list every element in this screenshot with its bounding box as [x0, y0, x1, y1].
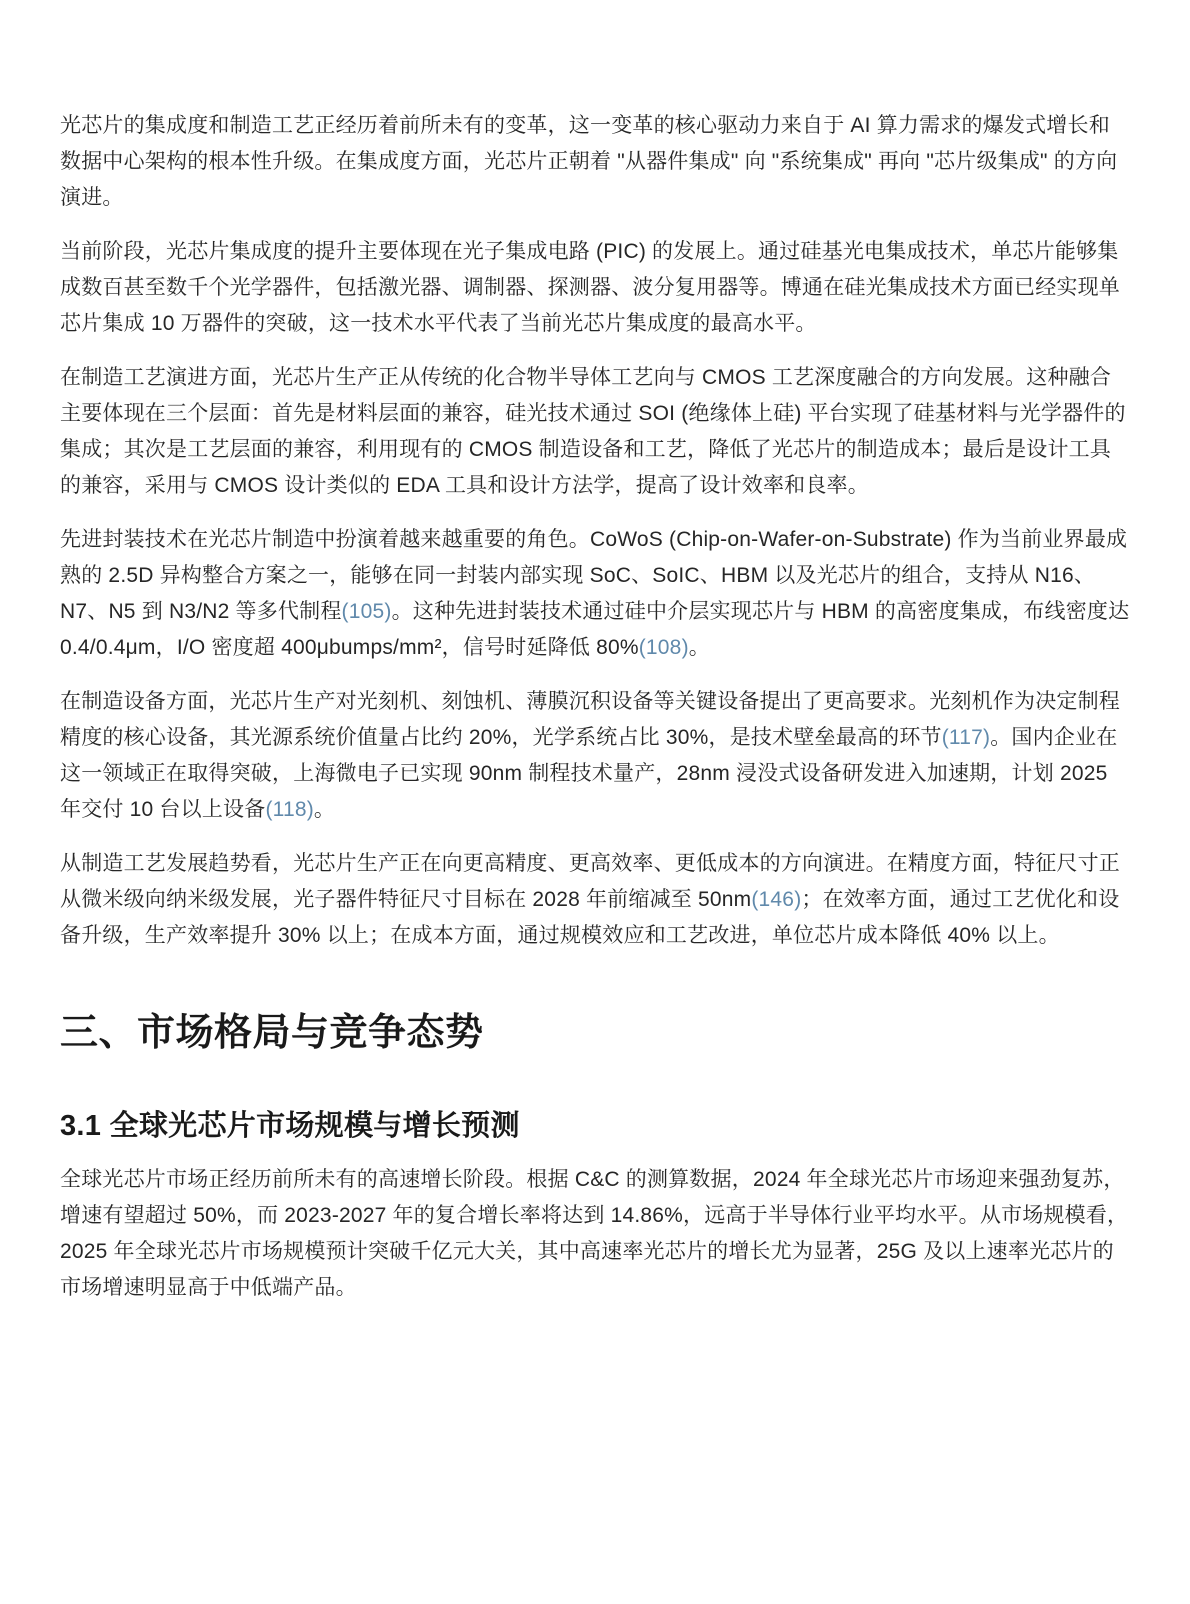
- citation-link-118[interactable]: (118): [265, 798, 314, 821]
- text-run: 从制造工艺发展趋势看，光芯片生产正在向更高精度、更高效率、更低成本的方向演进。在精度方面，特征尺寸正从微米级向纳米级发展，光子器件特征尺寸目标在 2028 年前缩减至 50nm: [60, 852, 1120, 911]
- text-run: 。这种先进封装技术通过硅中介层实现芯片与 HBM 的高密度集成，布线密度达 0.4/0.4μm，I/O 密度超 400μbumps/mm²，信号时延降低 80%: [60, 600, 1130, 659]
- citation-link-105[interactable]: (105): [341, 600, 392, 623]
- text-run: 先进封装技术在光芯片制造中扮演着越来越重要的角色。CoWoS (Chip-on-Wafer-on-Substrate) 作为当前业界最成熟的 2.5D 异构整合方案之一，能够在同一封装内部实现 SoC、SoIC、HBM 以及光芯片的组合，支持从 N16、N7、N5 到 N3/N2 等多代制程: [60, 528, 1128, 623]
- text-run: 。国内企业在这一领域正在取得突破，上海微电子已实现 90nm 制程技术量产，28nm 浸没式设备研发进入加速期，计划 2025 年交付 10 台以上设备: [60, 726, 1118, 821]
- text-run: 。: [313, 798, 336, 821]
- subsection-heading-global-market-forecast: 3.1 全球光芯片市场规模与增长预测: [60, 1110, 520, 1143]
- text-run: 。: [688, 636, 710, 659]
- paragraph-manufacturing-equipment: [60, 684, 1130, 828]
- text-run: 在制造设备方面，光芯片生产对光刻机、刻蚀机、薄膜沉积设备等关键设备提出了更高要求。光刻机作为决定制程精度的核心设备，其光源系统价值量占比约 20%，光学系统占比 30%，是技术壁垒最高的环节: [60, 690, 1120, 749]
- paragraph-pic-development: 当前阶段，光芯片集成度的提升主要体现在光子集成电路 (PIC) 的发展上。通过硅基光电集成技术，单芯片能够集成数百甚至数千个光学器件，包括激光器、调制器、探测器、波分复用器等。博通在硅光集成技术方面已经实现单芯片集成 10 万器件的突破，这一技术水平代表了当前光芯片集成度的最高水平。: [60, 240, 1120, 335]
- citation-link-146[interactable]: (146): [751, 888, 802, 911]
- paragraph-process-trends: [60, 846, 1130, 954]
- citation-link-108[interactable]: (108): [638, 636, 689, 659]
- paragraph-global-market-growth: 全球光芯片市场正经历前所未有的高速增长阶段。根据 C&C 的测算数据，2024 年全球光芯片市场迎来强劲复苏，增速有望超过 50%，而 2023-2027 年的复合增长率将达到 14.86%，远高于半导体行业平均水平。从市场规模看，2025 年全球光芯片市场规模预计突破千亿元大关，其中高速率光芯片的增长尤为显著，25G 及以上速率光芯片的市场增速明显高于中低端产品。: [60, 1168, 1129, 1300]
- paragraph-advanced-packaging: [60, 522, 1130, 666]
- section-heading-market-landscape: 三、市场格局与竞争态势: [60, 1012, 484, 1054]
- citation-link-117[interactable]: (117): [941, 726, 991, 749]
- paragraph-cmos-process-fusion: 在制造工艺演进方面，光芯片生产正从传统的化合物半导体工艺向与 CMOS 工艺深度融合的方向发展。这种融合主要体现在三个层面：首先是材料层面的兼容，硅光技术通过 SOI (绝缘体上硅) 平台实现了硅基材料与光学器件的集成；其次是工艺层面的兼容，利用现有的 CMOS 制造设备和工艺，降低了光芯片的制造成本；最后是设计工具的兼容，采用与 CMOS 设计类似的 EDA 工具和设计方法学，提高了设计效率和良率。: [60, 366, 1126, 497]
- text-run: ；在效率方面，通过工艺优化和设备升级，生产效率提升 30% 以上；在成本方面，通过规模效应和工艺改进，单位芯片成本降低 40% 以上。: [60, 888, 1120, 947]
- paragraph-integration-overview: 光芯片的集成度和制造工艺正经历着前所未有的变革，这一变革的核心驱动力来自于 AI 算力需求的爆发式增长和数据中心架构的根本性升级。在集成度方面，光芯片正朝着 "从器件集成" 向 "系统集成" 再向 "芯片级集成" 的方向演进。: [60, 114, 1118, 209]
